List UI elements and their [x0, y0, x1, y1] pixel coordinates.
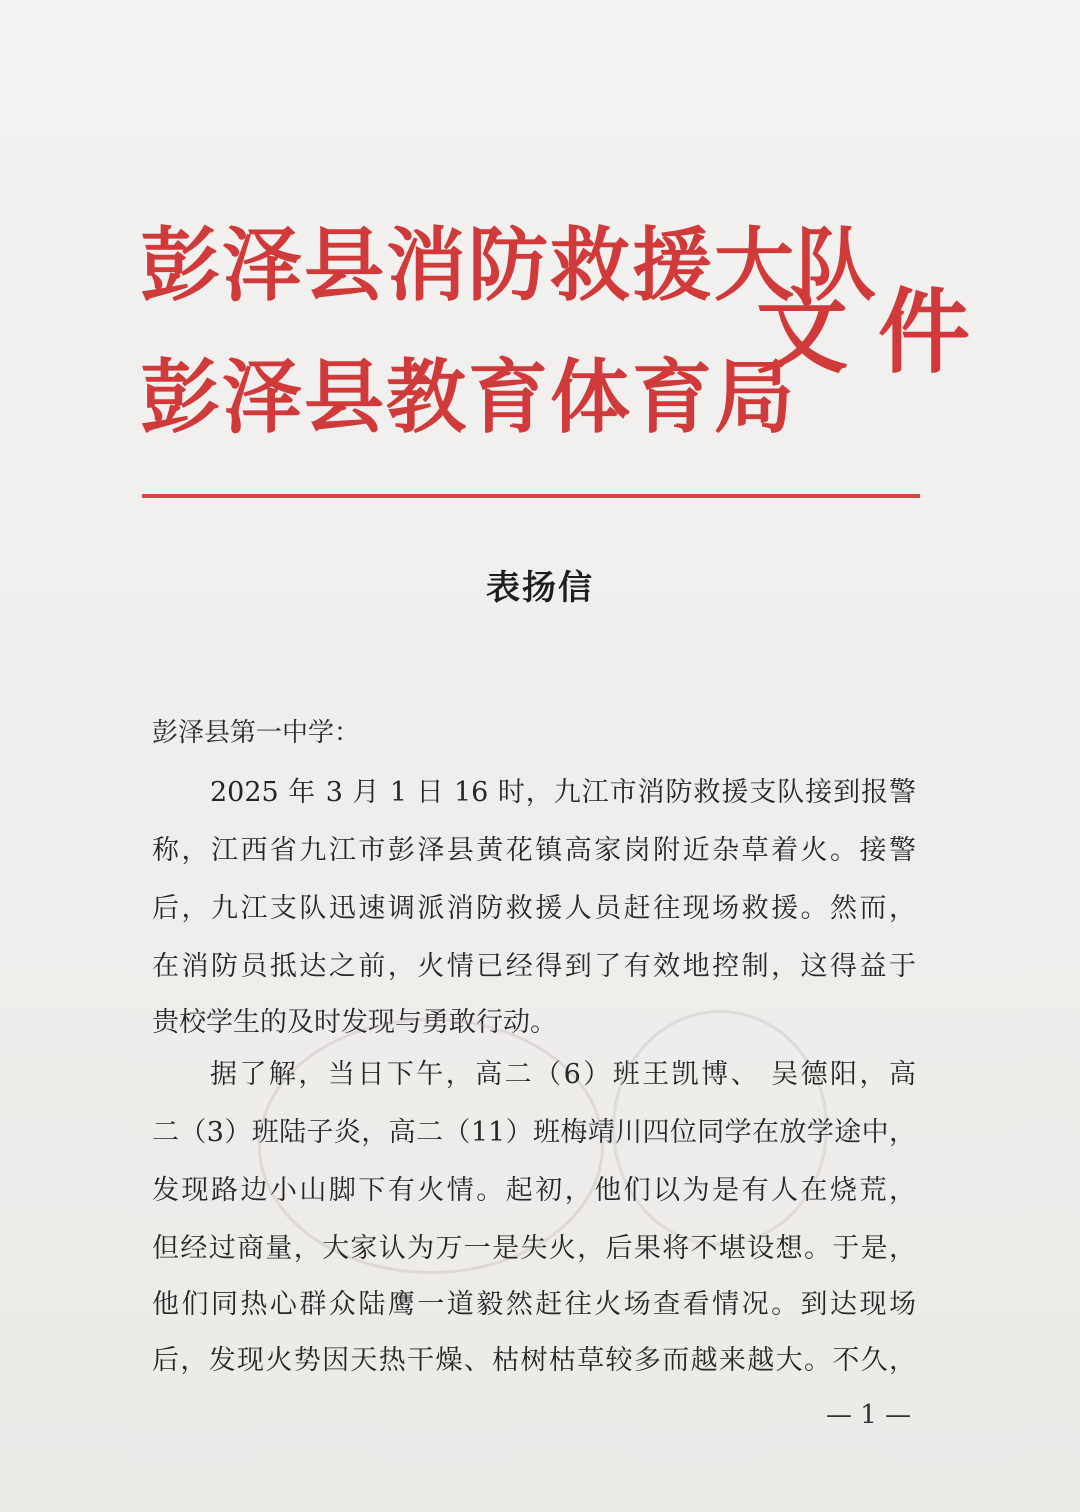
recipient-line: 彭泽县第一中学： — [152, 718, 361, 748]
letter-title: 表扬信 — [486, 568, 594, 608]
paragraph2-line: 据了解，当日下午，高二（6）班王凯博、 吴德阳，高 — [210, 1059, 916, 1090]
header-red-rule — [142, 494, 920, 498]
issuer-fire-brigade: 彭泽县消防救援大队 — [140, 219, 878, 312]
issuer-education-bureau: 彭泽县教育体育局 — [140, 351, 796, 444]
document-header — [140, 208, 1001, 478]
page-number: — 1 — — [826, 1400, 912, 1430]
paragraph2-line: 他们同热心群众陆鹰一道毅然赶往火场查看情况。到达现场 — [152, 1289, 916, 1320]
paragraph1-line: 称，江西省九江市彭泽县黄花镇高家岗附近杂草着火。接警 — [152, 835, 916, 866]
paragraph2-line: 二（3）班陆子炎，高二（11）班梅靖川四位同学在放学途中， — [152, 1117, 916, 1148]
paragraph1-line: 后，九江支队迅速调派消防救援人员赶往现场救援。然而， — [152, 893, 916, 924]
paragraph2-line: 发现路边小山脚下有火情。起初，他们以为是有人在烧荒， — [152, 1175, 916, 1206]
document-type-label: 文件 — [756, 279, 1001, 386]
paragraph1-line: 在消防员抵达之前，火情已经得到了有效地控制，这得益于 — [152, 951, 916, 982]
paragraph1-line: 贵校学生的及时发现与勇敢行动。 — [152, 1007, 557, 1038]
paragraph2-line: 但经过商量，大家认为万一是失火，后果将不堪设想。于是， — [152, 1233, 916, 1264]
paragraph1-line: 2025 年 3 月 1 日 16 时，九江市消防救援支队接到报警 — [210, 777, 916, 808]
paragraph2-line: 后，发现火势因天热干燥、枯树枯草较多而越来越大。不久， — [152, 1345, 916, 1376]
